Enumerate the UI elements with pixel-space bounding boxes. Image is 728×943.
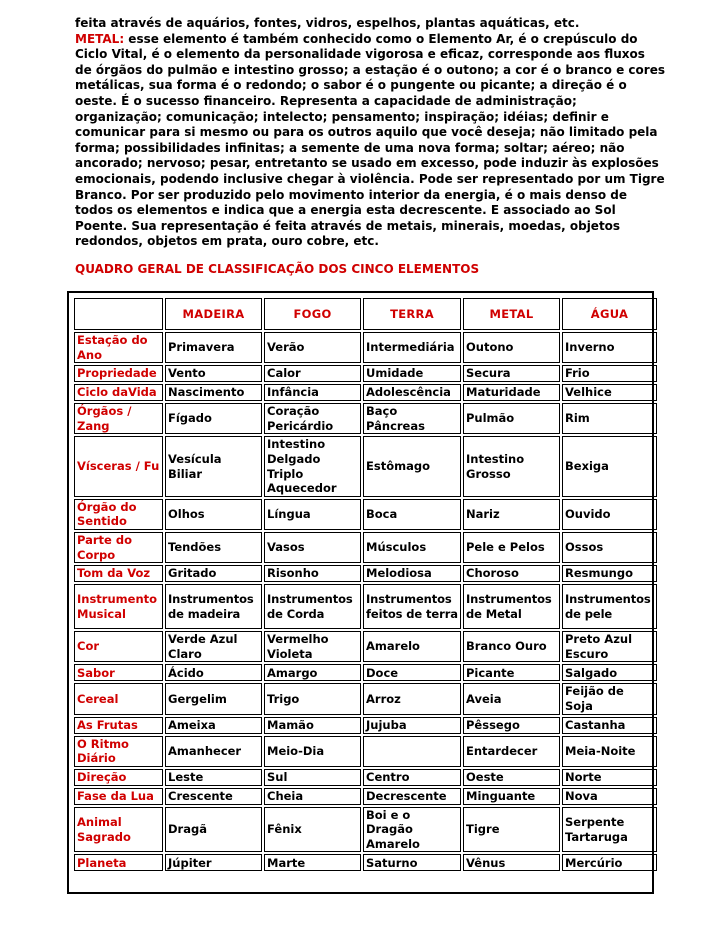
table-cell: Meia-Noite	[562, 736, 657, 767]
header-cell: TERRA	[363, 298, 461, 330]
table-cell: Frio	[562, 365, 657, 382]
elements-table	[72, 296, 659, 873]
row-label: Animal Sagrado	[74, 807, 163, 853]
table-row	[74, 631, 657, 662]
table-cell: Norte	[562, 769, 657, 786]
table-cell: Amanhecer	[165, 736, 262, 767]
table-row	[74, 565, 657, 582]
table-header-row	[74, 298, 657, 330]
table-cell: Picante	[463, 664, 560, 681]
table-cell: Leste	[165, 769, 262, 786]
table-cell: Doce	[363, 664, 461, 681]
table-cell: Meio-Dia	[264, 736, 361, 767]
table-cell: Vênus	[463, 854, 560, 871]
table-cell: Tendões	[165, 532, 262, 563]
table-cell: Umidade	[363, 365, 461, 382]
table-cell: Vermelho Violeta	[264, 631, 361, 662]
row-label: Ciclo daVida	[74, 384, 163, 401]
row-label: As Frutas	[74, 717, 163, 734]
table-row	[74, 854, 657, 871]
table-cell: Melodiosa	[363, 565, 461, 582]
table-cell: Intermediária	[363, 332, 461, 363]
table-cell: Nariz	[463, 499, 560, 530]
table-cell: Serpente Tartaruga	[562, 807, 657, 853]
table-cell: Instrumentos de pele	[562, 584, 657, 629]
table-cell: Nascimento	[165, 384, 262, 401]
row-label: Planeta	[74, 854, 163, 871]
table-cell: Dragã	[165, 807, 262, 853]
table-cell: Vesícula Biliar	[165, 436, 262, 496]
table-cell: Choroso	[463, 565, 560, 582]
table-cell: Branco Ouro	[463, 631, 560, 662]
table-cell: Instrumentos de Corda	[264, 584, 361, 629]
row-label: Órgãos / Zang	[74, 403, 163, 434]
row-label: Cor	[74, 631, 163, 662]
table-cell: Verde Azul Claro	[165, 631, 262, 662]
table-cell: Arroz	[363, 683, 461, 714]
row-label: Direção	[74, 769, 163, 786]
table-row	[74, 788, 657, 805]
table-cell: Adolescência	[363, 384, 461, 401]
metal-text: esse elemento é também conhecido como o Elemento Ar, é o crepúsculo do Ciclo Vital, é o elemento da personalidade vigorosa e eficaz, corresponde aos fluxos de órgãos do pulmão e intestino grosso; a estação é o outono; a cor é o branco e cores metálicas, sua forma é o redondo; o sabor é o pungente ou picante; a direção é o oeste. É o sucesso financeiro. Representa a capacidade de administração; organização; comunicação; intelecto; pensamento; inspiração; idéias; definir e comunicar para si mesmo ou para os outros aquilo que você deseja; não limitado pela forma; possibilidades infinitas; a semente de uma nova forma; soltar; aéreo; não ancorado; nervoso; pesar, entretanto se usado em excesso, pode induzir às explosões emocionais, podendo inclusive chegar à violência. Pode ser representado por um Tigre Branco. Por ser produzido pelo movimento interior da energia, é o mais denso de todos os elementos e indica que a energia esta decrescente. E associado ao Sol Poente. Sua representação é feita através de metais, minerais, moedas, objetos redondos, objetos em prata, ouro cobre, etc.	[75, 31, 665, 249]
elements-table-frame	[67, 291, 654, 894]
table-cell: Coração Pericárdio	[264, 403, 361, 434]
table-cell: Infância	[264, 384, 361, 401]
row-label: Vísceras / Fu	[74, 436, 163, 496]
table-cell: Risonho	[264, 565, 361, 582]
metal-label: METAL:	[75, 31, 125, 46]
table-cell: Vento	[165, 365, 262, 382]
table-cell: Tigre	[463, 807, 560, 853]
table-cell: Outono	[463, 332, 560, 363]
table-cell: Gritado	[165, 565, 262, 582]
table-cell: Ácido	[165, 664, 262, 681]
intro-line: feita através de aquários, fontes, vidros, espelhos, plantas aquáticas, etc.	[75, 16, 580, 30]
header-cell: METAL	[463, 298, 560, 330]
table-cell: Rim	[562, 403, 657, 434]
table-cell: Minguante	[463, 788, 560, 805]
table-cell: Instrumentos de Metal	[463, 584, 560, 629]
table-row	[74, 584, 657, 629]
table-row	[74, 769, 657, 786]
table-cell: Instrumentos de madeira	[165, 584, 262, 629]
table-cell: Instrumentos feitos de terra	[363, 584, 461, 629]
table-cell: Júpiter	[165, 854, 262, 871]
table-cell: Jujuba	[363, 717, 461, 734]
table-cell: Crescente	[165, 788, 262, 805]
table-cell: Verão	[264, 332, 361, 363]
table-cell: Nova	[562, 788, 657, 805]
row-label: Órgão do Sentido	[74, 499, 163, 530]
table-cell: Decrescente	[363, 788, 461, 805]
table-cell	[363, 736, 461, 767]
header-cell: ÁGUA	[562, 298, 657, 330]
table-cell: Boi e o Dragão Amarelo	[363, 807, 461, 853]
table-cell: Primavera	[165, 332, 262, 363]
table-cell: Mercúrio	[562, 854, 657, 871]
table-cell: Músculos	[363, 532, 461, 563]
row-label: Sabor	[74, 664, 163, 681]
row-label: Estação do Ano	[74, 332, 163, 363]
table-cell: Pêssego	[463, 717, 560, 734]
table-cell: Velhice	[562, 384, 657, 401]
table-cell: Língua	[264, 499, 361, 530]
table-cell: Pulmão	[463, 403, 560, 434]
table-cell: Preto Azul Escuro	[562, 631, 657, 662]
table-row	[74, 384, 657, 401]
table-cell: Castanha	[562, 717, 657, 734]
table-cell: Gergelim	[165, 683, 262, 714]
row-label: Instrumento Musical	[74, 584, 163, 629]
table-row	[74, 499, 657, 530]
table-cell: Olhos	[165, 499, 262, 530]
table-row	[74, 436, 657, 496]
table-cell: Oeste	[463, 769, 560, 786]
table-cell: Ouvido	[562, 499, 657, 530]
table-cell: Cheia	[264, 788, 361, 805]
table-cell: Vasos	[264, 532, 361, 563]
row-label: Fase da Lua	[74, 788, 163, 805]
table-title: QUADRO GERAL DE CLASSIFICAÇÃO DOS CINCO ELEMENTOS	[75, 262, 480, 276]
table-cell: Entardecer	[463, 736, 560, 767]
document-body	[75, 16, 665, 250]
table-cell: Maturidade	[463, 384, 560, 401]
table-cell: Intestino Delgado Triplo Aquecedor	[264, 436, 361, 496]
metal-paragraph	[75, 32, 665, 250]
table-cell: Ameixa	[165, 717, 262, 734]
table-cell: Marte	[264, 854, 361, 871]
table-cell: Saturno	[363, 854, 461, 871]
table-cell: Amarelo	[363, 631, 461, 662]
table-cell: Feijão de Soja	[562, 683, 657, 714]
table-row	[74, 683, 657, 714]
table-cell: Inverno	[562, 332, 657, 363]
table-cell: Resmungo	[562, 565, 657, 582]
table-cell: Estômago	[363, 436, 461, 496]
table-cell: Calor	[264, 365, 361, 382]
row-label: Cereal	[74, 683, 163, 714]
table-cell: Fênix	[264, 807, 361, 853]
row-label: Parte do Corpo	[74, 532, 163, 563]
table-row	[74, 736, 657, 767]
table-row	[74, 332, 657, 363]
table-cell: Baço Pâncreas	[363, 403, 461, 434]
header-cell: MADEIRA	[165, 298, 262, 330]
table-cell: Ossos	[562, 532, 657, 563]
table-cell: Fígado	[165, 403, 262, 434]
table-cell: Sul	[264, 769, 361, 786]
table-cell: Trigo	[264, 683, 361, 714]
header-cell	[74, 298, 163, 330]
header-cell: FOGO	[264, 298, 361, 330]
table-cell: Salgado	[562, 664, 657, 681]
table-row	[74, 807, 657, 853]
table-cell: Mamão	[264, 717, 361, 734]
table-row	[74, 532, 657, 563]
table-cell: Boca	[363, 499, 461, 530]
table-cell: Centro	[363, 769, 461, 786]
row-label: Propriedade	[74, 365, 163, 382]
table-row	[74, 717, 657, 734]
table-cell: Intestino Grosso	[463, 436, 560, 496]
table-cell: Pele e Pelos	[463, 532, 560, 563]
table-cell: Secura	[463, 365, 560, 382]
table-cell: Amargo	[264, 664, 361, 681]
table-row	[74, 664, 657, 681]
table-row	[74, 365, 657, 382]
table-cell: Aveia	[463, 683, 560, 714]
row-label: Tom da Voz	[74, 565, 163, 582]
row-label: O Ritmo Diário	[74, 736, 163, 767]
table-cell: Bexiga	[562, 436, 657, 496]
table-row	[74, 403, 657, 434]
